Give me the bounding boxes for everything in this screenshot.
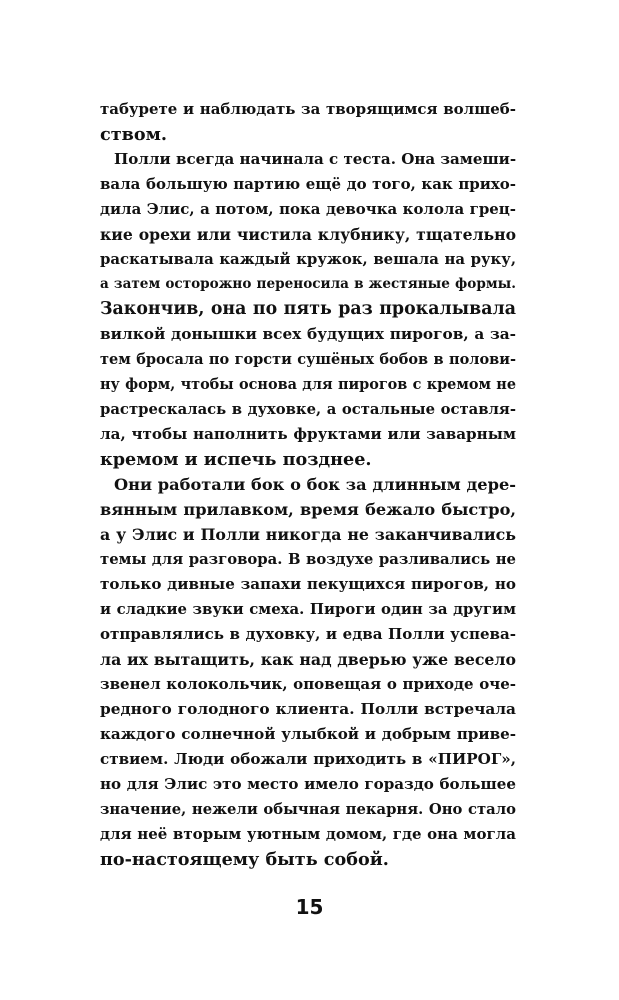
text-line: а у Элис и Полли никогда не заканчивались	[100, 525, 516, 544]
text-line: вянным прилавком, время бежало быстро,	[100, 500, 516, 519]
text-line: каждого солнечной улыбкой и добрым приве-	[100, 725, 516, 743]
text-line: вала большую партию ещё до того, как прихо-	[100, 175, 516, 193]
text-line: растрескалась в духовке, а остальные оставля-	[100, 401, 516, 418]
text-line: и сладкие звуки смеха. Пироги один за другим	[100, 600, 516, 618]
text-line: звенел колокольчик, оповещая о приходе оче-	[100, 675, 516, 693]
text-line: значение, нежели обычная пекарня. Оно стало	[100, 801, 516, 818]
text-line: только дивные запахи пекущихся пирогов, но	[100, 575, 516, 593]
text-line: вилкой донышки всех будущих пирогов, а за-	[100, 325, 516, 343]
text-line: кремом и испечь позднее.	[100, 449, 372, 470]
text-line: для неё вторым уютным домом, где она могла	[100, 825, 516, 843]
text-line: ством.	[100, 124, 167, 145]
text-line: Они работали бок о бок за длинным дере-	[114, 475, 516, 494]
text-line: тем бросала по горсти сушёных бобов в полови-	[100, 351, 516, 368]
text-line: раскатывала каждый кружок, вешала на руку,	[100, 250, 516, 268]
text-line: редного голодного клиента. Полли встречала	[100, 700, 516, 718]
text-line: отправлялись в духовку, и едва Полли успева-	[100, 625, 516, 643]
body-text	[100, 97, 516, 872]
text-line: а затем осторожно переносила в жестяные формы.	[100, 276, 516, 292]
text-line: ствием. Люди обожали приходить в «ПИРОГ»,	[100, 750, 516, 768]
text-line: дила Элис, а потом, пока девочка колола грец-	[100, 200, 516, 218]
text-line: кие орехи или чистила клубнику, тщательно	[100, 225, 516, 244]
text-line: ла их вытащить, как над дверью уже весело	[100, 650, 516, 669]
text-line: ну форм, чтобы основа для пирогов с кремом не	[100, 376, 516, 393]
text-line: по-настоящему быть собой.	[100, 849, 389, 870]
text-line: ла, чтобы наполнить фруктами или заварным	[100, 425, 516, 443]
page-number: 15	[295, 895, 324, 919]
text-line: Полли всегда начинала с теста. Она замеши-	[114, 150, 517, 168]
text-line: но для Элис это место имело гораздо большее	[100, 775, 516, 793]
text-line: темы для разговора. В воздухе разливались не	[100, 551, 516, 568]
text-line: табурете и наблюдать за творящимся волшеб-	[100, 100, 516, 118]
text-line: Закончив, она по пять раз прокалывала	[100, 299, 516, 319]
